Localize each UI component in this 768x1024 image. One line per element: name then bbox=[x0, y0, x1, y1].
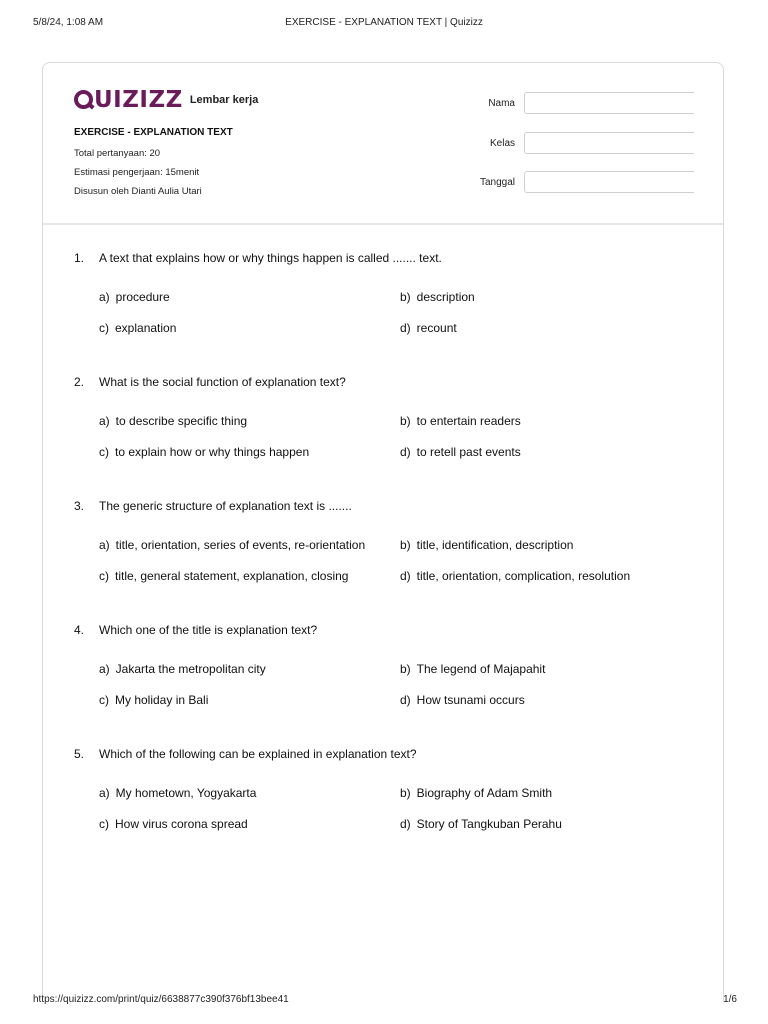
option-d[interactable] bbox=[400, 445, 521, 459]
option-letter: b) bbox=[400, 414, 411, 428]
option-letter: d) bbox=[400, 817, 411, 831]
option-letter: a) bbox=[99, 414, 110, 428]
option-b[interactable] bbox=[400, 662, 545, 676]
page-url[interactable]: https://quizizz.com/print/quiz/6638877c390f376bf13bee41 bbox=[33, 994, 289, 1005]
option-text: to entertain readers bbox=[416, 414, 521, 428]
question-number: 1. bbox=[74, 251, 85, 265]
option-text: How virus corona spread bbox=[115, 817, 248, 831]
option-letter: a) bbox=[99, 538, 110, 552]
question-text: A text that explains how or why things happen is called ....... text. bbox=[99, 251, 442, 265]
option-letter: a) bbox=[99, 662, 110, 676]
class-label: Kelas bbox=[489, 138, 515, 149]
option-a[interactable] bbox=[99, 290, 170, 304]
worksheet-header bbox=[43, 63, 723, 225]
print-date: 5/8/24, 1:08 AM bbox=[33, 17, 104, 28]
option-text: title, general statement, explanation, closing bbox=[115, 569, 349, 583]
option-letter: c) bbox=[99, 693, 109, 707]
option-c[interactable] bbox=[99, 693, 208, 707]
question-number: 2. bbox=[74, 375, 85, 389]
author: Disusun oleh Dianti Aulia Utari bbox=[74, 186, 202, 197]
option-text: Story of Tangkuban Perahu bbox=[416, 817, 562, 831]
option-a[interactable] bbox=[99, 662, 266, 676]
option-text: recount bbox=[416, 321, 457, 335]
question-5 bbox=[74, 747, 714, 871]
question-list bbox=[74, 251, 714, 871]
date-label: Tanggal bbox=[479, 177, 515, 188]
estimated-duration: Estimasi pengerjaan: 15menit bbox=[74, 167, 200, 178]
question-text: Which of the following can be explained in explanation text? bbox=[99, 747, 417, 761]
option-b[interactable] bbox=[400, 786, 552, 800]
quizizz-logo bbox=[74, 87, 183, 113]
question-4 bbox=[74, 623, 714, 747]
option-text: My holiday in Bali bbox=[115, 693, 209, 707]
logo-row bbox=[74, 87, 258, 113]
option-letter: c) bbox=[99, 321, 109, 335]
option-text: My hometown, Yogyakarta bbox=[115, 786, 257, 800]
option-b[interactable] bbox=[400, 290, 475, 304]
option-letter: a) bbox=[99, 290, 110, 304]
option-a[interactable] bbox=[99, 538, 365, 552]
question-2 bbox=[74, 375, 714, 499]
option-text: How tsunami occurs bbox=[416, 693, 525, 707]
option-a[interactable] bbox=[99, 786, 256, 800]
option-letter: c) bbox=[99, 445, 109, 459]
option-c[interactable] bbox=[99, 445, 309, 459]
logo-text: UIZIZZ bbox=[94, 87, 183, 113]
option-text: The legend of Majapahit bbox=[416, 662, 546, 676]
date-field[interactable] bbox=[524, 171, 694, 193]
option-letter: b) bbox=[400, 538, 411, 552]
option-letter: d) bbox=[400, 569, 411, 583]
option-a[interactable] bbox=[99, 414, 247, 428]
question-1 bbox=[74, 251, 714, 375]
option-c[interactable] bbox=[99, 321, 176, 335]
option-c[interactable] bbox=[99, 569, 348, 583]
worksheet-label: Lembar kerja bbox=[189, 94, 259, 106]
option-letter: c) bbox=[99, 569, 109, 583]
option-text: to retell past events bbox=[416, 445, 521, 459]
question-number: 5. bbox=[74, 747, 85, 761]
option-text: to explain how or why things happen bbox=[115, 445, 310, 459]
option-letter: d) bbox=[400, 321, 411, 335]
question-text: The generic structure of explanation text is ....... bbox=[99, 499, 352, 513]
option-letter: b) bbox=[400, 786, 411, 800]
option-letter: d) bbox=[400, 445, 411, 459]
question-number: 4. bbox=[74, 623, 85, 637]
option-text: title, identification, description bbox=[416, 538, 574, 552]
option-text: title, orientation, series of events, re-orientation bbox=[115, 538, 366, 552]
total-questions: Total pertanyaan: 20 bbox=[74, 148, 161, 159]
name-field[interactable] bbox=[524, 92, 694, 114]
option-text: to describe specific thing bbox=[115, 414, 248, 428]
option-text: explanation bbox=[115, 321, 177, 335]
option-b[interactable] bbox=[400, 538, 573, 552]
question-3 bbox=[74, 499, 714, 623]
class-field[interactable] bbox=[524, 132, 694, 154]
question-text: Which one of the title is explanation text? bbox=[99, 623, 318, 637]
option-text: procedure bbox=[115, 290, 170, 304]
option-c[interactable] bbox=[99, 817, 248, 831]
question-number: 3. bbox=[74, 499, 85, 513]
page-number: 1/6 bbox=[723, 994, 737, 1005]
option-letter: a) bbox=[99, 786, 110, 800]
print-title: EXERCISE - EXPLANATION TEXT | Quizizz bbox=[285, 17, 483, 28]
option-text: title, orientation, complication, resolution bbox=[416, 569, 631, 583]
name-label: Nama bbox=[488, 98, 515, 109]
option-d[interactable] bbox=[400, 569, 630, 583]
option-d[interactable] bbox=[400, 817, 562, 831]
option-d[interactable] bbox=[400, 321, 457, 335]
option-text: Jakarta the metropolitan city bbox=[115, 662, 266, 676]
quizizz-q-icon bbox=[74, 90, 93, 109]
quiz-title: EXERCISE - EXPLANATION TEXT bbox=[74, 127, 233, 138]
option-text: description bbox=[416, 290, 475, 304]
question-text: What is the social function of explanation text? bbox=[99, 375, 346, 389]
option-b[interactable] bbox=[400, 414, 521, 428]
worksheet bbox=[42, 62, 724, 1002]
option-letter: c) bbox=[99, 817, 109, 831]
option-letter: b) bbox=[400, 290, 411, 304]
option-letter: b) bbox=[400, 662, 411, 676]
option-d[interactable] bbox=[400, 693, 525, 707]
option-text: Biography of Adam Smith bbox=[416, 786, 553, 800]
option-letter: d) bbox=[400, 693, 411, 707]
